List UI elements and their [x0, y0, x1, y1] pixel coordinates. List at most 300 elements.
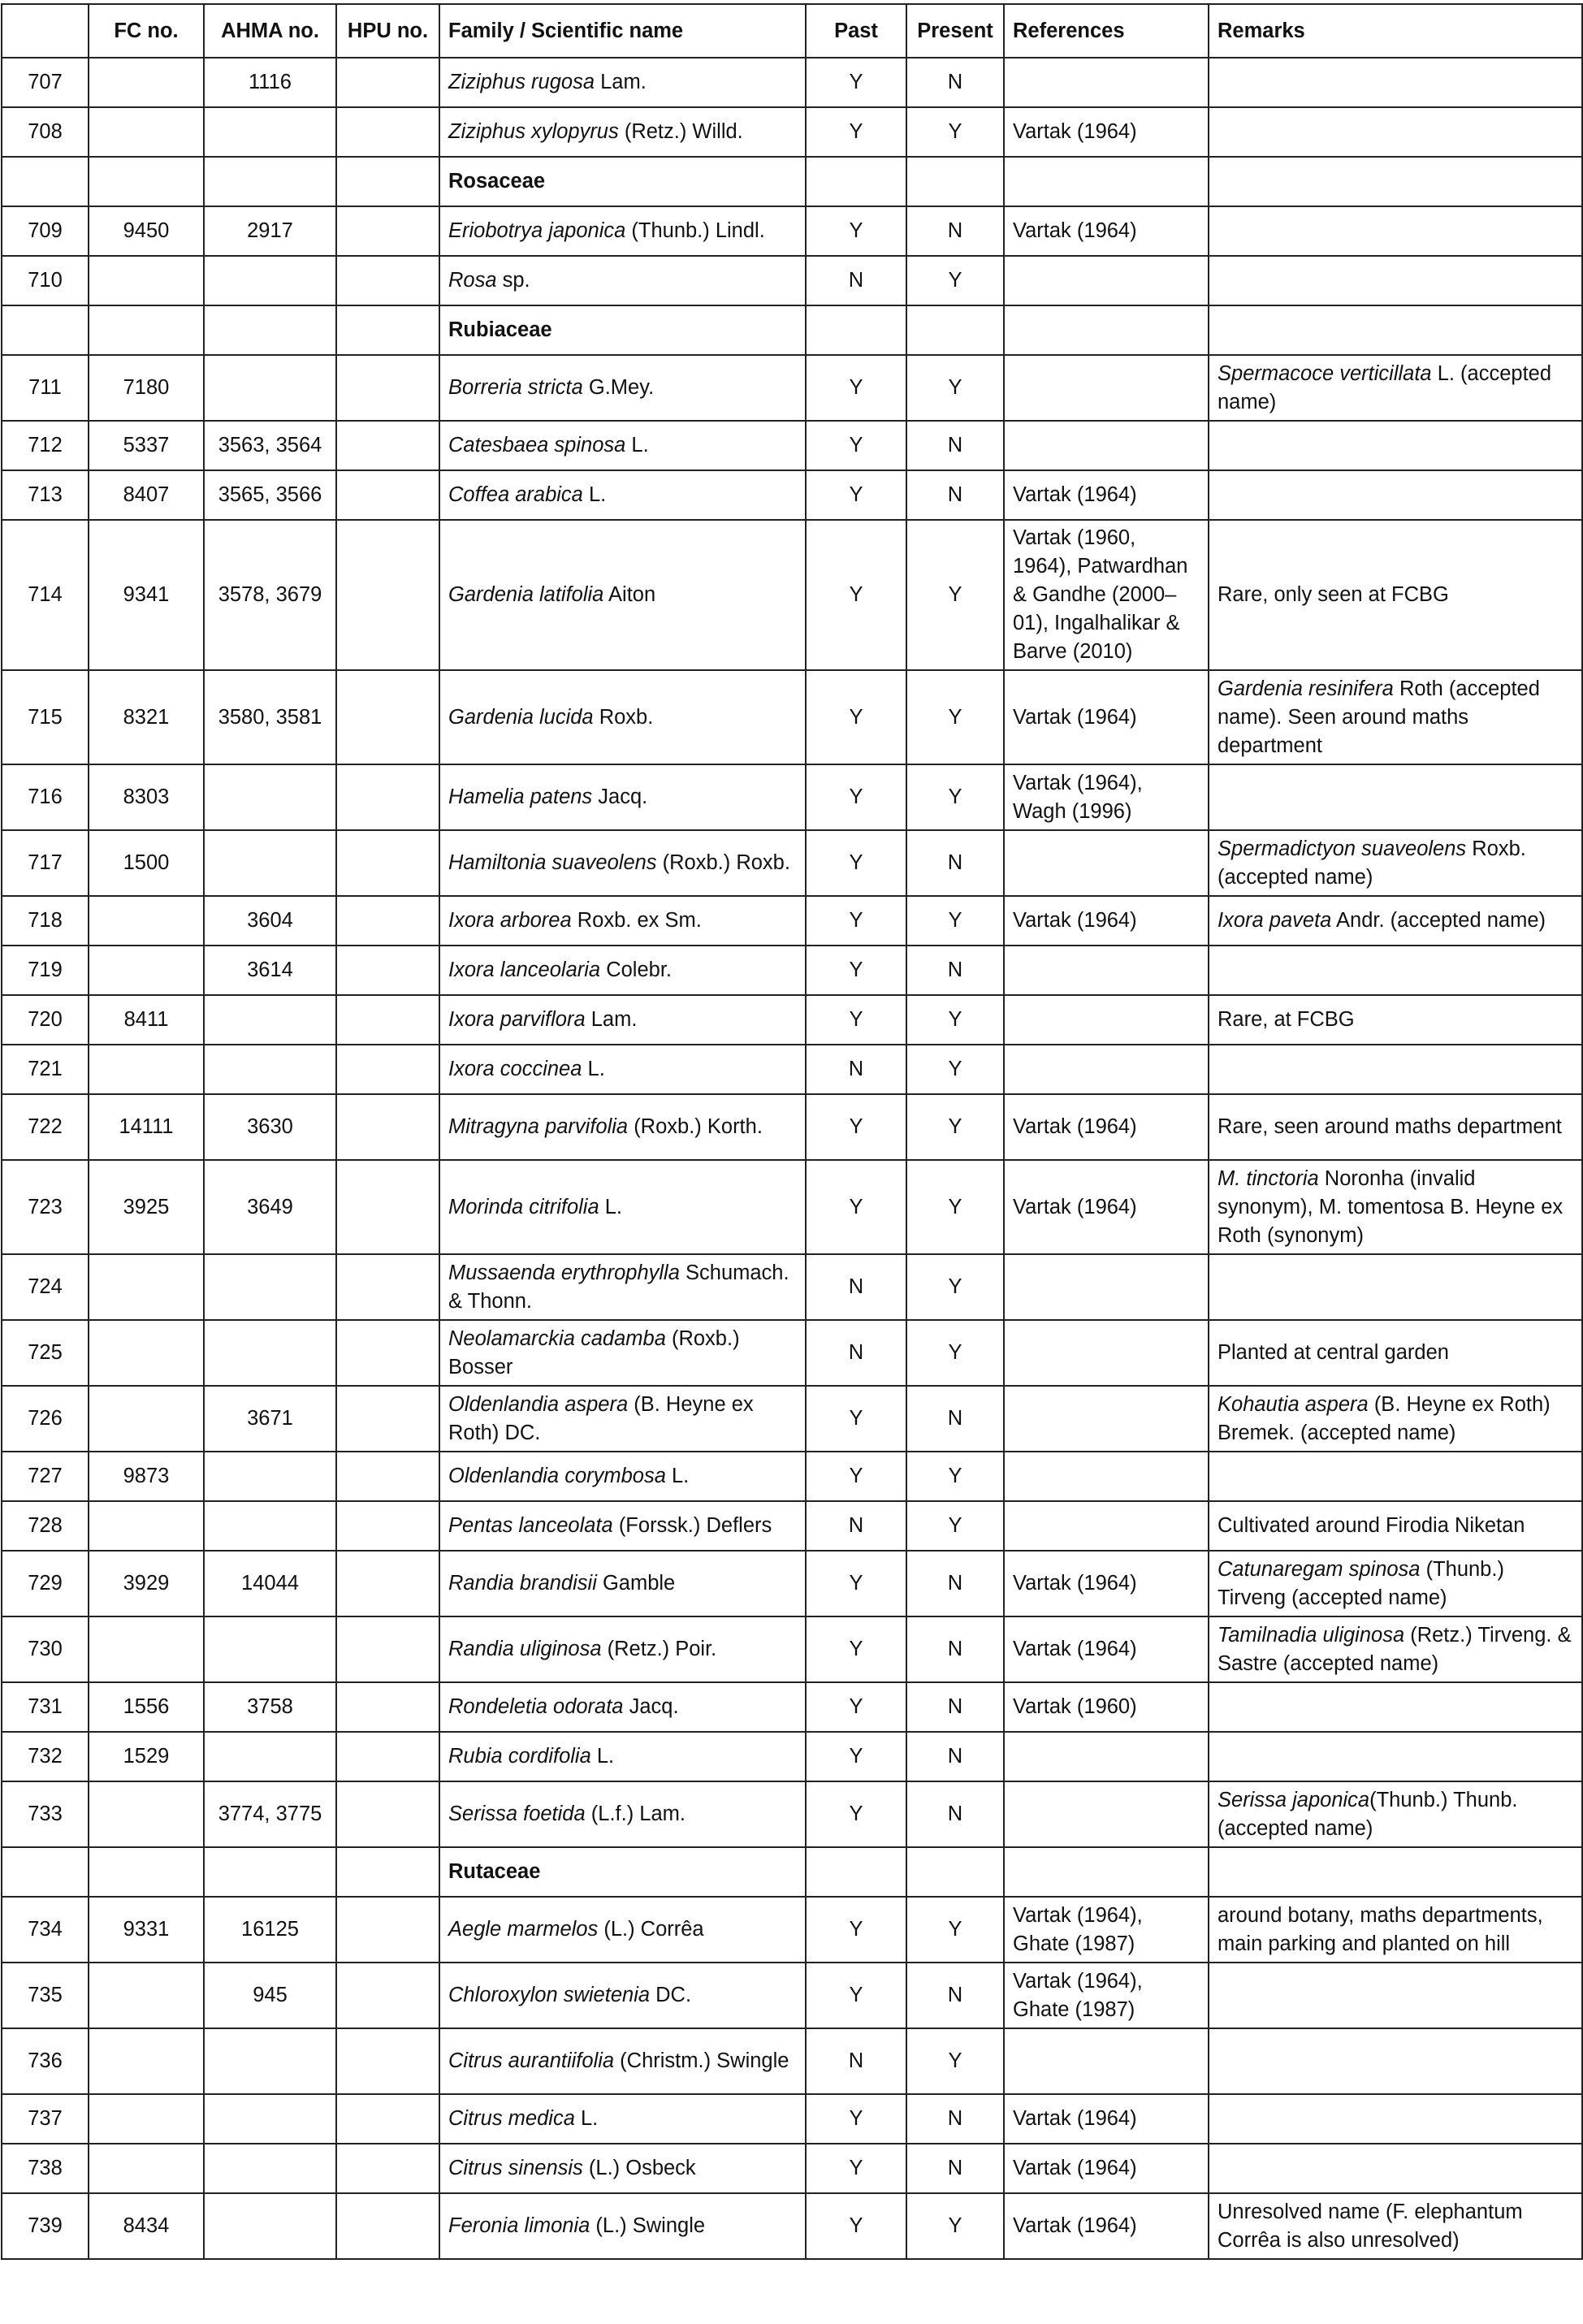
remarks-accepted-name: Spermadictyon suaveolens — [1218, 837, 1467, 860]
ahma-no-cell: 1116 — [204, 58, 336, 107]
hpu-no-cell — [336, 1254, 439, 1320]
remarks-cell — [1209, 1897, 1582, 1963]
scientific-name-cell — [439, 1320, 806, 1386]
scientific-name-cell — [439, 995, 806, 1045]
species-authority: Gamble — [596, 1572, 676, 1595]
header-row — [2, 4, 1582, 58]
remarks-cell — [1209, 1160, 1582, 1254]
number-cell: 726 — [2, 1386, 89, 1452]
scientific-name-cell — [439, 1160, 806, 1254]
remarks-text: Cultivated around Firodia Niketan — [1218, 1514, 1525, 1537]
remarks-cell — [1209, 157, 1582, 206]
fc-no-cell — [89, 2094, 204, 2144]
number-cell — [2, 157, 89, 206]
number-cell: 713 — [2, 470, 89, 520]
species-name: Ixora arborea — [448, 909, 572, 932]
references-cell — [1004, 1501, 1209, 1551]
species-authority: L. — [582, 1058, 605, 1080]
table-row — [2, 1452, 1582, 1501]
hpu-no-cell — [336, 2144, 439, 2193]
species-authority: Roxb. ex Sm. — [571, 909, 702, 932]
header-cell-hpu-no: HPU no. — [336, 4, 439, 58]
family-row — [2, 157, 1582, 206]
remarks-text: (B. Heyne ex Roth) Bremek. (accepted name) — [1218, 1392, 1556, 1444]
fc-no-cell: 9450 — [89, 206, 204, 256]
hpu-no-cell — [336, 1501, 439, 1551]
fc-no-cell: 5337 — [89, 421, 204, 470]
hpu-no-cell — [336, 107, 439, 157]
present-cell: Y — [906, 1501, 1004, 1551]
remarks-cell — [1209, 1963, 1582, 2028]
past-cell: Y — [806, 1160, 906, 1254]
present-cell: Y — [906, 2193, 1004, 2259]
remarks-cell — [1209, 896, 1582, 946]
references-cell: Vartak (1964) — [1004, 670, 1209, 764]
ahma-no-cell — [204, 355, 336, 421]
table-row — [2, 256, 1582, 305]
scientific-name-cell — [439, 1045, 806, 1094]
past-cell: Y — [806, 995, 906, 1045]
species-authority: (Retz.) Willd. — [618, 120, 743, 143]
past-cell: Y — [806, 206, 906, 256]
present-cell: N — [906, 1963, 1004, 2028]
table-row — [2, 1160, 1582, 1254]
species-name: Pentas lanceolata — [448, 1514, 613, 1537]
fc-no-cell: 8411 — [89, 995, 204, 1045]
scientific-name-cell — [439, 946, 806, 995]
references-cell: Vartak (1964), Ghate (1987) — [1004, 1963, 1209, 2028]
species-name: Neolamarckia cadamba — [448, 1326, 666, 1350]
ahma-no-cell — [204, 1320, 336, 1386]
past-cell: Y — [806, 1682, 906, 1732]
species-authority: Colebr. — [600, 959, 672, 981]
remarks-text: (Thunb.) Thunb. (accepted name) — [1218, 1788, 1524, 1840]
past-cell: Y — [806, 1897, 906, 1963]
hpu-no-cell — [336, 1781, 439, 1847]
remarks-cell — [1209, 1386, 1582, 1452]
present-cell: N — [906, 1386, 1004, 1452]
table-row — [2, 2193, 1582, 2259]
scientific-name-cell — [439, 1732, 806, 1781]
scientific-name-cell — [439, 1682, 806, 1732]
past-cell: N — [806, 1320, 906, 1386]
header-cell-present: Present — [906, 4, 1004, 58]
number-cell: 717 — [2, 830, 89, 896]
ahma-no-cell: 2917 — [204, 206, 336, 256]
hpu-no-cell — [336, 1320, 439, 1386]
table-row — [2, 421, 1582, 470]
species-name: Randia uliginosa — [448, 1638, 602, 1660]
hpu-no-cell — [336, 2028, 439, 2094]
present-cell: Y — [906, 1320, 1004, 1386]
references-cell — [1004, 355, 1209, 421]
species-authority: (B. Heyne ex Roth) DC. — [448, 1392, 759, 1444]
table-row — [2, 1386, 1582, 1452]
family-name-cell: Rutaceae — [439, 1847, 806, 1897]
species-name: Serissa foetida — [448, 1803, 586, 1825]
remarks-text: Planted at central garden — [1218, 1341, 1449, 1364]
ahma-no-cell: 16125 — [204, 1897, 336, 1963]
species-name: Hamelia patens — [448, 785, 593, 808]
species-name: Oldenlandia corymbosa — [448, 1465, 666, 1487]
ahma-no-cell — [204, 256, 336, 305]
number-cell: 735 — [2, 1963, 89, 2028]
ahma-no-cell — [204, 1732, 336, 1781]
number-cell: 727 — [2, 1452, 89, 1501]
species-name: Gardenia lucida — [448, 705, 594, 729]
references-cell: Vartak (1964), Wagh (1996) — [1004, 764, 1209, 830]
species-name: Rosa — [448, 269, 497, 292]
table-row — [2, 1781, 1582, 1847]
remarks-accepted-name: M. tinctoria — [1218, 1166, 1319, 1190]
table-row — [2, 1732, 1582, 1781]
references-cell — [1004, 1847, 1209, 1897]
references-cell — [1004, 305, 1209, 355]
number-cell: 736 — [2, 2028, 89, 2094]
species-authority: (Christm.) Swingle — [614, 2049, 789, 2072]
species-name: Oldenlandia aspera — [448, 1392, 629, 1416]
references-cell — [1004, 946, 1209, 995]
species-authority: (L.) Osbeck — [582, 2157, 696, 2179]
hpu-no-cell — [336, 58, 439, 107]
hpu-no-cell — [336, 1616, 439, 1682]
species-name: Ziziphus xylopyrus — [448, 120, 619, 143]
remarks-accepted-name: Spermacoce verticillata — [1218, 361, 1432, 385]
number-cell: 733 — [2, 1781, 89, 1847]
present-cell: N — [906, 2094, 1004, 2144]
table-row — [2, 355, 1582, 421]
hpu-no-cell — [336, 1847, 439, 1897]
number-cell: 734 — [2, 1897, 89, 1963]
hpu-no-cell — [336, 1160, 439, 1254]
past-cell: Y — [806, 1551, 906, 1616]
scientific-name-cell — [439, 2028, 806, 2094]
present-cell: Y — [906, 995, 1004, 1045]
ahma-no-cell: 3604 — [204, 896, 336, 946]
remarks-text: L. (accepted name) — [1218, 361, 1558, 413]
ahma-no-cell — [204, 1847, 336, 1897]
past-cell: Y — [806, 670, 906, 764]
fc-no-cell — [89, 946, 204, 995]
present-cell: Y — [906, 107, 1004, 157]
references-cell — [1004, 1045, 1209, 1094]
number-cell: 707 — [2, 58, 89, 107]
table-row — [2, 1320, 1582, 1386]
number-cell: 738 — [2, 2144, 89, 2193]
remarks-text: Roxb. (accepted name) — [1218, 837, 1532, 889]
species-authority: G.Mey. — [582, 376, 655, 399]
remarks-text: Roth (accepted name). Seen around maths department — [1218, 677, 1546, 757]
present-cell: Y — [906, 1452, 1004, 1501]
number-cell: 716 — [2, 764, 89, 830]
species-name: Catesbaea spinosa — [448, 434, 626, 457]
remarks-cell — [1209, 946, 1582, 995]
table-row — [2, 470, 1582, 520]
ahma-no-cell: 945 — [204, 1963, 336, 2028]
species-name: Gardenia latifolia — [448, 583, 604, 606]
ahma-no-cell: 3671 — [204, 1386, 336, 1452]
table-row — [2, 2028, 1582, 2094]
past-cell: Y — [806, 58, 906, 107]
remarks-cell — [1209, 206, 1582, 256]
remarks-accepted-name: Serissa japonica — [1218, 1788, 1370, 1811]
fc-no-cell: 3929 — [89, 1551, 204, 1616]
scientific-name-cell — [439, 830, 806, 896]
table-row — [2, 670, 1582, 764]
remarks-text: Rare, at FCBG — [1218, 1008, 1355, 1031]
species-authority: DC. — [650, 1984, 692, 2006]
scientific-name-cell — [439, 421, 806, 470]
header-cell-ahma-no: AHMA no. — [204, 4, 336, 58]
hpu-no-cell — [336, 355, 439, 421]
species-authority: Jacq. — [592, 785, 648, 808]
number-cell: 721 — [2, 1045, 89, 1094]
fc-no-cell — [89, 1847, 204, 1897]
fc-no-cell — [89, 1616, 204, 1682]
species-authority: sp. — [496, 269, 530, 292]
hpu-no-cell — [336, 256, 439, 305]
scientific-name-cell — [439, 1963, 806, 2028]
hpu-no-cell — [336, 995, 439, 1045]
remarks-cell — [1209, 470, 1582, 520]
remarks-cell — [1209, 830, 1582, 896]
fc-no-cell: 8321 — [89, 670, 204, 764]
table-row — [2, 1616, 1582, 1682]
remarks-cell — [1209, 2144, 1582, 2193]
remarks-text: (Thunb.) Tirveng (accepted name) — [1218, 1557, 1510, 1609]
table-row — [2, 2094, 1582, 2144]
remarks-cell — [1209, 1732, 1582, 1781]
remarks-cell — [1209, 1452, 1582, 1501]
past-cell: N — [806, 256, 906, 305]
past-cell: Y — [806, 520, 906, 670]
scientific-name-cell — [439, 470, 806, 520]
family-row — [2, 305, 1582, 355]
species-name: Hamiltonia suaveolens — [448, 851, 657, 874]
remarks-accepted-name: Catunaregam spinosa — [1218, 1557, 1421, 1581]
references-cell: Vartak (1964) — [1004, 896, 1209, 946]
ahma-no-cell: 3614 — [204, 946, 336, 995]
hpu-no-cell — [336, 830, 439, 896]
past-cell — [806, 305, 906, 355]
ahma-no-cell — [204, 2193, 336, 2259]
species-authority: (L.) Swingle — [590, 2214, 706, 2237]
species-name: Mussaenda erythrophylla — [448, 1261, 680, 1284]
references-cell: Vartak (1964) — [1004, 1551, 1209, 1616]
ahma-no-cell — [204, 1616, 336, 1682]
fc-no-cell: 8407 — [89, 470, 204, 520]
present-cell — [906, 305, 1004, 355]
past-cell: Y — [806, 1386, 906, 1452]
scientific-name-cell — [439, 764, 806, 830]
table-row — [2, 1045, 1582, 1094]
past-cell: Y — [806, 946, 906, 995]
fc-no-cell — [89, 305, 204, 355]
fc-no-cell — [89, 1045, 204, 1094]
remarks-accepted-name: Gardenia resinifera — [1218, 677, 1394, 700]
ahma-no-cell — [204, 830, 336, 896]
species-authority: Lam. — [595, 71, 647, 93]
ahma-no-cell — [204, 1501, 336, 1551]
scientific-name-cell — [439, 1452, 806, 1501]
fc-no-cell — [89, 107, 204, 157]
past-cell: N — [806, 1254, 906, 1320]
references-cell: Vartak (1964) — [1004, 470, 1209, 520]
remarks-text: Andr. (accepted name) — [1331, 909, 1546, 932]
species-authority: (Retz.) Poir. — [601, 1638, 717, 1660]
present-cell: N — [906, 1732, 1004, 1781]
species-name: Citrus sinensis — [448, 2157, 583, 2179]
scientific-name-cell — [439, 1094, 806, 1160]
number-cell: 731 — [2, 1682, 89, 1732]
number-cell: 710 — [2, 256, 89, 305]
hpu-no-cell — [336, 206, 439, 256]
species-name: Chloroxylon swietenia — [448, 1984, 651, 2006]
species-authority: (Roxb.) Roxb. — [656, 851, 790, 874]
ahma-no-cell: 3580, 3581 — [204, 670, 336, 764]
references-cell: Vartak (1964) — [1004, 2193, 1209, 2259]
header-cell-number — [2, 4, 89, 58]
table-row — [2, 107, 1582, 157]
hpu-no-cell — [336, 157, 439, 206]
present-cell: Y — [906, 2028, 1004, 2094]
scientific-name-cell — [439, 58, 806, 107]
number-cell: 730 — [2, 1616, 89, 1682]
scientific-name-cell — [439, 1616, 806, 1682]
past-cell: Y — [806, 355, 906, 421]
references-cell: Vartak (1964) — [1004, 1094, 1209, 1160]
references-cell — [1004, 1452, 1209, 1501]
species-authority: (L.) Corrêa — [598, 1918, 704, 1941]
present-cell: N — [906, 421, 1004, 470]
ahma-no-cell — [204, 1452, 336, 1501]
past-cell: Y — [806, 1094, 906, 1160]
number-cell: 715 — [2, 670, 89, 764]
references-cell: Vartak (1964) — [1004, 206, 1209, 256]
remarks-cell — [1209, 1094, 1582, 1160]
remarks-cell — [1209, 1616, 1582, 1682]
ahma-no-cell: 3578, 3679 — [204, 520, 336, 670]
hpu-no-cell — [336, 1551, 439, 1616]
references-cell: Vartak (1964) — [1004, 1616, 1209, 1682]
hpu-no-cell — [336, 1452, 439, 1501]
present-cell — [906, 1847, 1004, 1897]
remarks-cell — [1209, 1847, 1582, 1897]
species-name: Citrus medica — [448, 2107, 575, 2130]
table-row — [2, 520, 1582, 670]
number-cell — [2, 1847, 89, 1897]
species-name: Ixora parviflora — [448, 1008, 586, 1031]
hpu-no-cell — [336, 670, 439, 764]
ahma-no-cell: 3649 — [204, 1160, 336, 1254]
remarks-text: Rare, seen around maths department — [1218, 1115, 1562, 1138]
species-authority: (Forssk.) Deflers — [612, 1514, 772, 1537]
table-row — [2, 764, 1582, 830]
past-cell: N — [806, 1501, 906, 1551]
hpu-no-cell — [336, 1963, 439, 2028]
references-cell: Vartak (1960) — [1004, 1682, 1209, 1732]
remarks-text: around botany, maths departments, main parking and planted on hill — [1218, 1903, 1549, 1955]
remarks-cell — [1209, 2028, 1582, 2094]
ahma-no-cell — [204, 764, 336, 830]
present-cell: Y — [906, 896, 1004, 946]
species-authority: Aiton — [603, 583, 656, 606]
present-cell: Y — [906, 1094, 1004, 1160]
species-authority: (L.f.) Lam. — [585, 1803, 686, 1825]
present-cell: Y — [906, 764, 1004, 830]
fc-no-cell: 3925 — [89, 1160, 204, 1254]
scientific-name-cell — [439, 206, 806, 256]
scientific-name-cell — [439, 1551, 806, 1616]
remarks-cell — [1209, 1320, 1582, 1386]
past-cell: Y — [806, 830, 906, 896]
species-authority: Schumach. & Thonn. — [448, 1261, 795, 1313]
number-cell: 719 — [2, 946, 89, 995]
table-row — [2, 1551, 1582, 1616]
species-name: Feronia limonia — [448, 2214, 590, 2237]
table-row — [2, 946, 1582, 995]
species-name: Rondeletia odorata — [448, 1695, 624, 1718]
references-cell: Vartak (1964) — [1004, 107, 1209, 157]
past-cell: Y — [806, 1616, 906, 1682]
family-name-cell: Rubiaceae — [439, 305, 806, 355]
present-cell: Y — [906, 256, 1004, 305]
scientific-name-cell — [439, 1897, 806, 1963]
hpu-no-cell — [336, 421, 439, 470]
references-cell — [1004, 1254, 1209, 1320]
hpu-no-cell — [336, 520, 439, 670]
species-name: Morinda citrifolia — [448, 1195, 599, 1218]
present-cell: N — [906, 1551, 1004, 1616]
remarks-cell — [1209, 1254, 1582, 1320]
ahma-no-cell: 3630 — [204, 1094, 336, 1160]
number-cell: 723 — [2, 1160, 89, 1254]
scientific-name-cell — [439, 2193, 806, 2259]
species-name: Ixora coccinea — [448, 1058, 582, 1080]
past-cell: Y — [806, 1452, 906, 1501]
remarks-cell — [1209, 107, 1582, 157]
ahma-no-cell: 3563, 3564 — [204, 421, 336, 470]
references-cell: Vartak (1964) — [1004, 2094, 1209, 2144]
present-cell: Y — [906, 670, 1004, 764]
species-authority: L. — [582, 483, 607, 506]
past-cell: Y — [806, 1963, 906, 2028]
number-cell: 708 — [2, 107, 89, 157]
fc-no-cell: 9341 — [89, 520, 204, 670]
ahma-no-cell — [204, 2028, 336, 2094]
remarks-cell — [1209, 2094, 1582, 2144]
species-authority: (Thunb.) Lindl. — [625, 219, 765, 242]
table-row — [2, 1501, 1582, 1551]
present-cell: N — [906, 206, 1004, 256]
scientific-name-cell — [439, 256, 806, 305]
remarks-cell — [1209, 1045, 1582, 1094]
species-authority: L. — [665, 1465, 690, 1487]
table-body — [2, 58, 1582, 2259]
scientific-name-cell — [439, 2144, 806, 2193]
species-table — [1, 3, 1583, 2260]
number-cell: 739 — [2, 2193, 89, 2259]
hpu-no-cell — [336, 946, 439, 995]
fc-no-cell: 8303 — [89, 764, 204, 830]
past-cell: Y — [806, 764, 906, 830]
present-cell: Y — [906, 355, 1004, 421]
table-row — [2, 58, 1582, 107]
present-cell: Y — [906, 1160, 1004, 1254]
species-authority: L. — [625, 434, 649, 457]
present-cell — [906, 157, 1004, 206]
hpu-no-cell — [336, 1094, 439, 1160]
